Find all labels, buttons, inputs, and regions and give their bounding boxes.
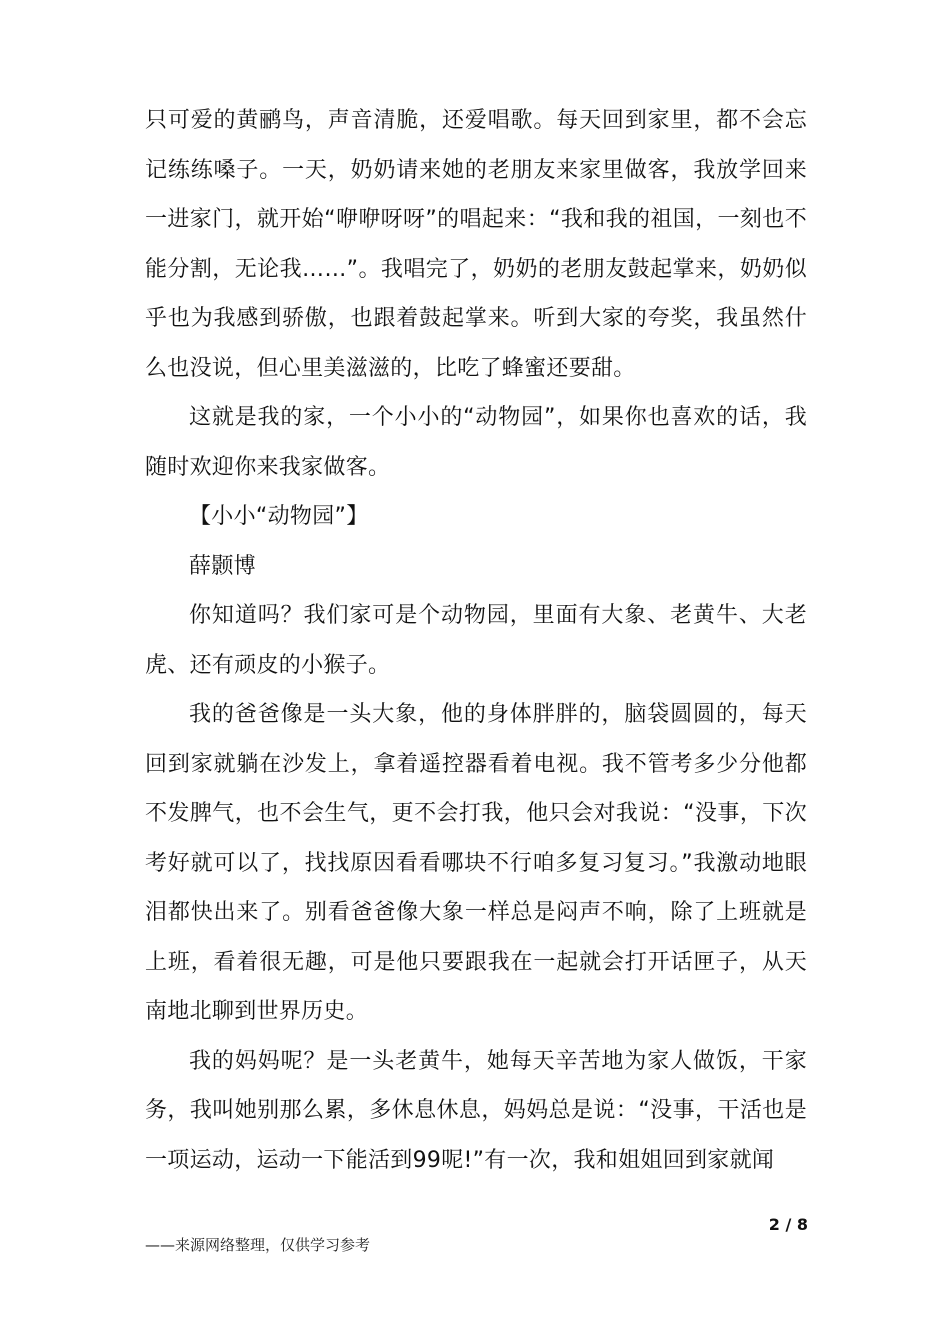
footer-note: ——来源网络整理，仅供学习参考 — [145, 1236, 371, 1254]
paragraph-2: 这就是我的家，一个小小的“动物园”，如果你也喜欢的话，我随时欢迎你来我家做客。 — [145, 405, 807, 480]
paragraph-5: 你知道吗？我们家可是个动物园，里面有大象、老黄牛、大老虎、还有顽皮的小猴子。 — [145, 603, 807, 678]
paragraph-6: 我的爸爸像是一头大象，他的身体胖胖的，脑袋圆圆的，每天回到家就躺在沙发上，拿着遥控器看着电视。我不管考多少分他都不发脾气，也不会生气，更不会打我，他只会对我说：“没事，下次考好就可以了，找找原因看看哪块不行咱多复习复习。”我激动地眼泪都快出来了。别看爸爸像大象一样总是闷声不响，除了上班就是上班，看着很无趣，可是他只要跟我在一起就会打开话匣子，从天南地北聊到世界历史。 — [145, 702, 807, 1024]
paragraph-1: 只可爱的黄鹂鸟，声音清脆，还爱唱歌。每天回到家里，都不会忘记练练嗓子。一天，奶奶请来她的老朋友来家里做客，我放学回来一进家门，就开始“咿咿呀呀”的唱起来：“我和我的祖国，一刻也不能分割，无论我……”。我唱完了，奶奶的老朋友鼓起掌来，奶奶似乎也为我感到骄傲，也跟着鼓起掌来。听到大家的夸奖，我虽然什么也没说，但心里美滋滋的，比吃了蜂蜜还要甜。 — [145, 108, 807, 381]
section-title: 【小小“动物园”】 — [189, 504, 369, 529]
page-number: 2 / 8 — [768, 1215, 808, 1234]
author-name: 薛颢博 — [189, 553, 256, 579]
body-text — [145, 96, 807, 1185]
paragraph-7: 我的妈妈呢？是一头老黄牛，她每天辛苦地为家人做饭，干家务，我叫她别那么累，多休息休息，妈妈总是说：“没事，干活也是一项运动，运动一下能活到99呢!”有一次，我和姐姐回到家就闻 — [145, 1048, 807, 1173]
